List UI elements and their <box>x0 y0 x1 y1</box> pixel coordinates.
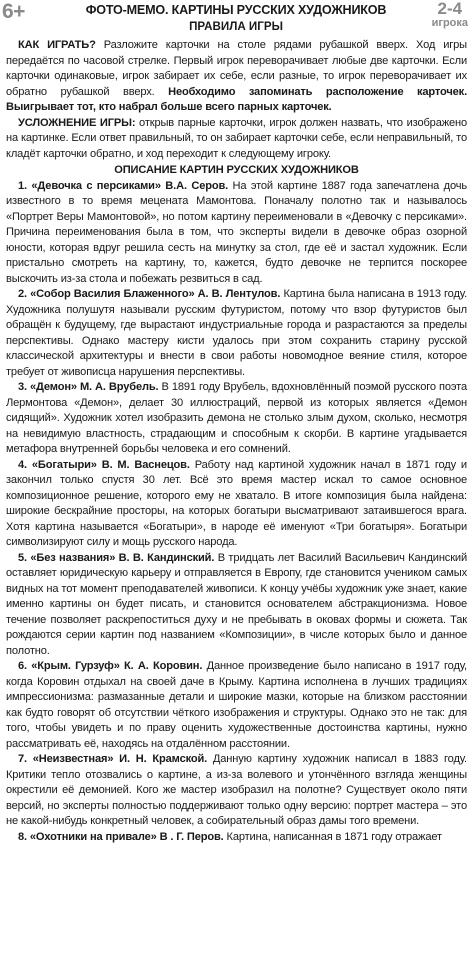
rules-heading: ПРАВИЛА ИГРЫ <box>189 20 283 33</box>
players-label: игрока <box>431 17 468 29</box>
painting-description: Работу над картиной художник начал в 1871 году и закончил только спустя 30 лет. Всё это время мастер искал то самое основное композиционное решение, которого ему не хватало. В итоге композиция была найдена: широкие бескрайние просторы, на которых богатыри высматривают затаившегося врага. Хотя картина называется «Богатыри», в народе её именуют «Три богатыря». Богатыри символизируют силу и мощь русского народа. <box>6 458 467 548</box>
painting-entry <box>6 287 467 380</box>
complication-text: открыв парные карточки, игрок должен назвать, что изображено на картинке. Если ответ правильный, то он забирает карточки себе, если неправильный, то кладёт карточки обратно, и ход переходит к следующему игроку. <box>6 116 468 160</box>
painting-entry <box>6 659 467 752</box>
document-body <box>6 38 467 845</box>
page-title: ФОТО-МЕМО. КАРТИНЫ РУССКИХ ХУДОЖНИКОВ <box>85 3 387 17</box>
painting-heading: 8. «Охотники на привале» В . Г. Перов. <box>18 830 224 843</box>
painting-description: На этой картине 1887 года запечатлена дочь известного в то время мецената Мамонтова. Поначалу полотно так и называлось «Портрет Веры Мамонтовой», но потом картину переименовали в «Девочку с персиками». Причина переименования была в том, что эксперты видели в девочке образ озорной юности, которая вдруг решила сесть на минутку за стол, где её и застал художник. Если пристально смотреть на картину, то, кажется, будто девочке не терпится поскорее выскочить из-за стола и побежать резвиться в сад. <box>6 179 468 285</box>
painting-heading: 4. «Богатыри» В. М. Васнецов. <box>18 458 190 471</box>
painting-description: В 1891 году Врубель, вдохновлённый поэмой русского поэта Лермонтова «Демон», делает 30 иллюстраций, первой из которых является «Демон сидящий». Художник хотел изобразить демона не столько злым духом, сколько, несмотря на невидимую властность, страдающим и способным к скорби. В картине угадывается метафора внутренней борьбы человека и его сомнений. <box>6 381 467 455</box>
age-rating: 6+ <box>2 0 25 23</box>
painting-heading: 3. «Демон» М. А. Врубель. <box>18 381 159 393</box>
painting-entry <box>6 551 467 660</box>
painting-heading: 2. «Собор Василия Блаженного» А. В. Лентулов. <box>18 288 281 300</box>
painting-heading: 5. «Без названия» В. В. Кандинский. <box>18 551 215 564</box>
painting-heading: 6. «Крым. Гурзуф» К. А. Коровин. <box>18 660 203 672</box>
complication-paragraph <box>6 116 467 163</box>
how-to-play-paragraph <box>6 38 467 116</box>
painting-description: Данную картину художник написал в 1883 году. Критики тепло отозвались о картине, а из-за волевого и утончённого взгляда женщины окрестили её демонией. Кого же мастер изобразил на полотне? Существует около пяти версий, но эксперты полностью поддерживают только одну версию: портрет мастера – это не какой-нибудь конкретный человек, а собирательный образ дамы того времени. <box>6 753 467 827</box>
painting-entry <box>6 380 467 458</box>
painting-description: Данное произведение было написано в 1917 году, когда Коровин отдыхал на своей даче в Крыму. Картина исполнена в лучших традициях импрессионизма: размазанные детали и широкие мазки, которые на близком расстоянии как будто говорят об отсутствии чёткого изображения и структуры. Однако это не так: для того, чтобы увидеть и по праву оценить художественные достоинства картины, нужно рассматривать её, находясь на отдалённом расстоянии. <box>6 660 467 750</box>
complication-label: УСЛОЖНЕНИЕ ИГРЫ: <box>18 116 136 129</box>
how-to-play-text: Разложите карточки на столе рядами рубашкой вверх. Ход игры передаётся по часовой стрелке. Первый игрок переворачивает любые две карточки. Если карточки одинаковые, игрок забирает их себе, если разные, то игрок переворачивает их обратно рубашкой вверх. <box>6 39 467 98</box>
painting-description: Картина была написана в 1913 году. Художника полушутя называли русским футуристом, потому что взор футуристов был обращён к будущему, где вырастают индустриальные города и разрастаются за пределы перспективы. Однако мастеру кисти удалось при этом сохранить старину русской классической архитектуры и внести в свои работы новомодное веяние стиля, которое требует от живописца нарушения перспективы. <box>6 288 468 378</box>
painting-entry <box>6 458 467 551</box>
painting-entry <box>6 830 467 846</box>
painting-heading: 7. «Неизвестная» И. Н. Крамской. <box>18 753 208 765</box>
painting-heading: 1. «Девочка с персиками» В.А. Серов. <box>18 179 229 192</box>
painting-entry <box>6 752 467 830</box>
painting-entry <box>6 179 467 288</box>
section-title: ОПИСАНИЕ КАРТИН РУССКИХ ХУДОЖНИКОВ <box>114 164 359 176</box>
painting-description: В тридцать лет Василий Васильевич Кандинский оставляет юридическую карьеру и отправляется в Европу, где становится учеником самых видных на тот момент преподавателей живописи. К концу учёбы художник уже знает, какие именно картины он будет писать, и становится основателем абстракционизма. Новое течение позволяет раскрепоститься духу и не пребывать в оковах формы и сюжета. Так рождаются серии картин под названием «Композиции», в числе которых было и данное полотно. <box>6 551 467 657</box>
how-to-play-emphasis: Необходимо запоминать расположение карточек. Выигрывает тот, кто набрал больше всего парных карточек. <box>6 85 467 113</box>
players-count: 2-4 <box>437 0 463 18</box>
painting-description: Картина, написанная в 1871 году отражает <box>223 830 442 843</box>
how-to-play-label: КАК ИГРАТЬ? <box>18 39 96 51</box>
